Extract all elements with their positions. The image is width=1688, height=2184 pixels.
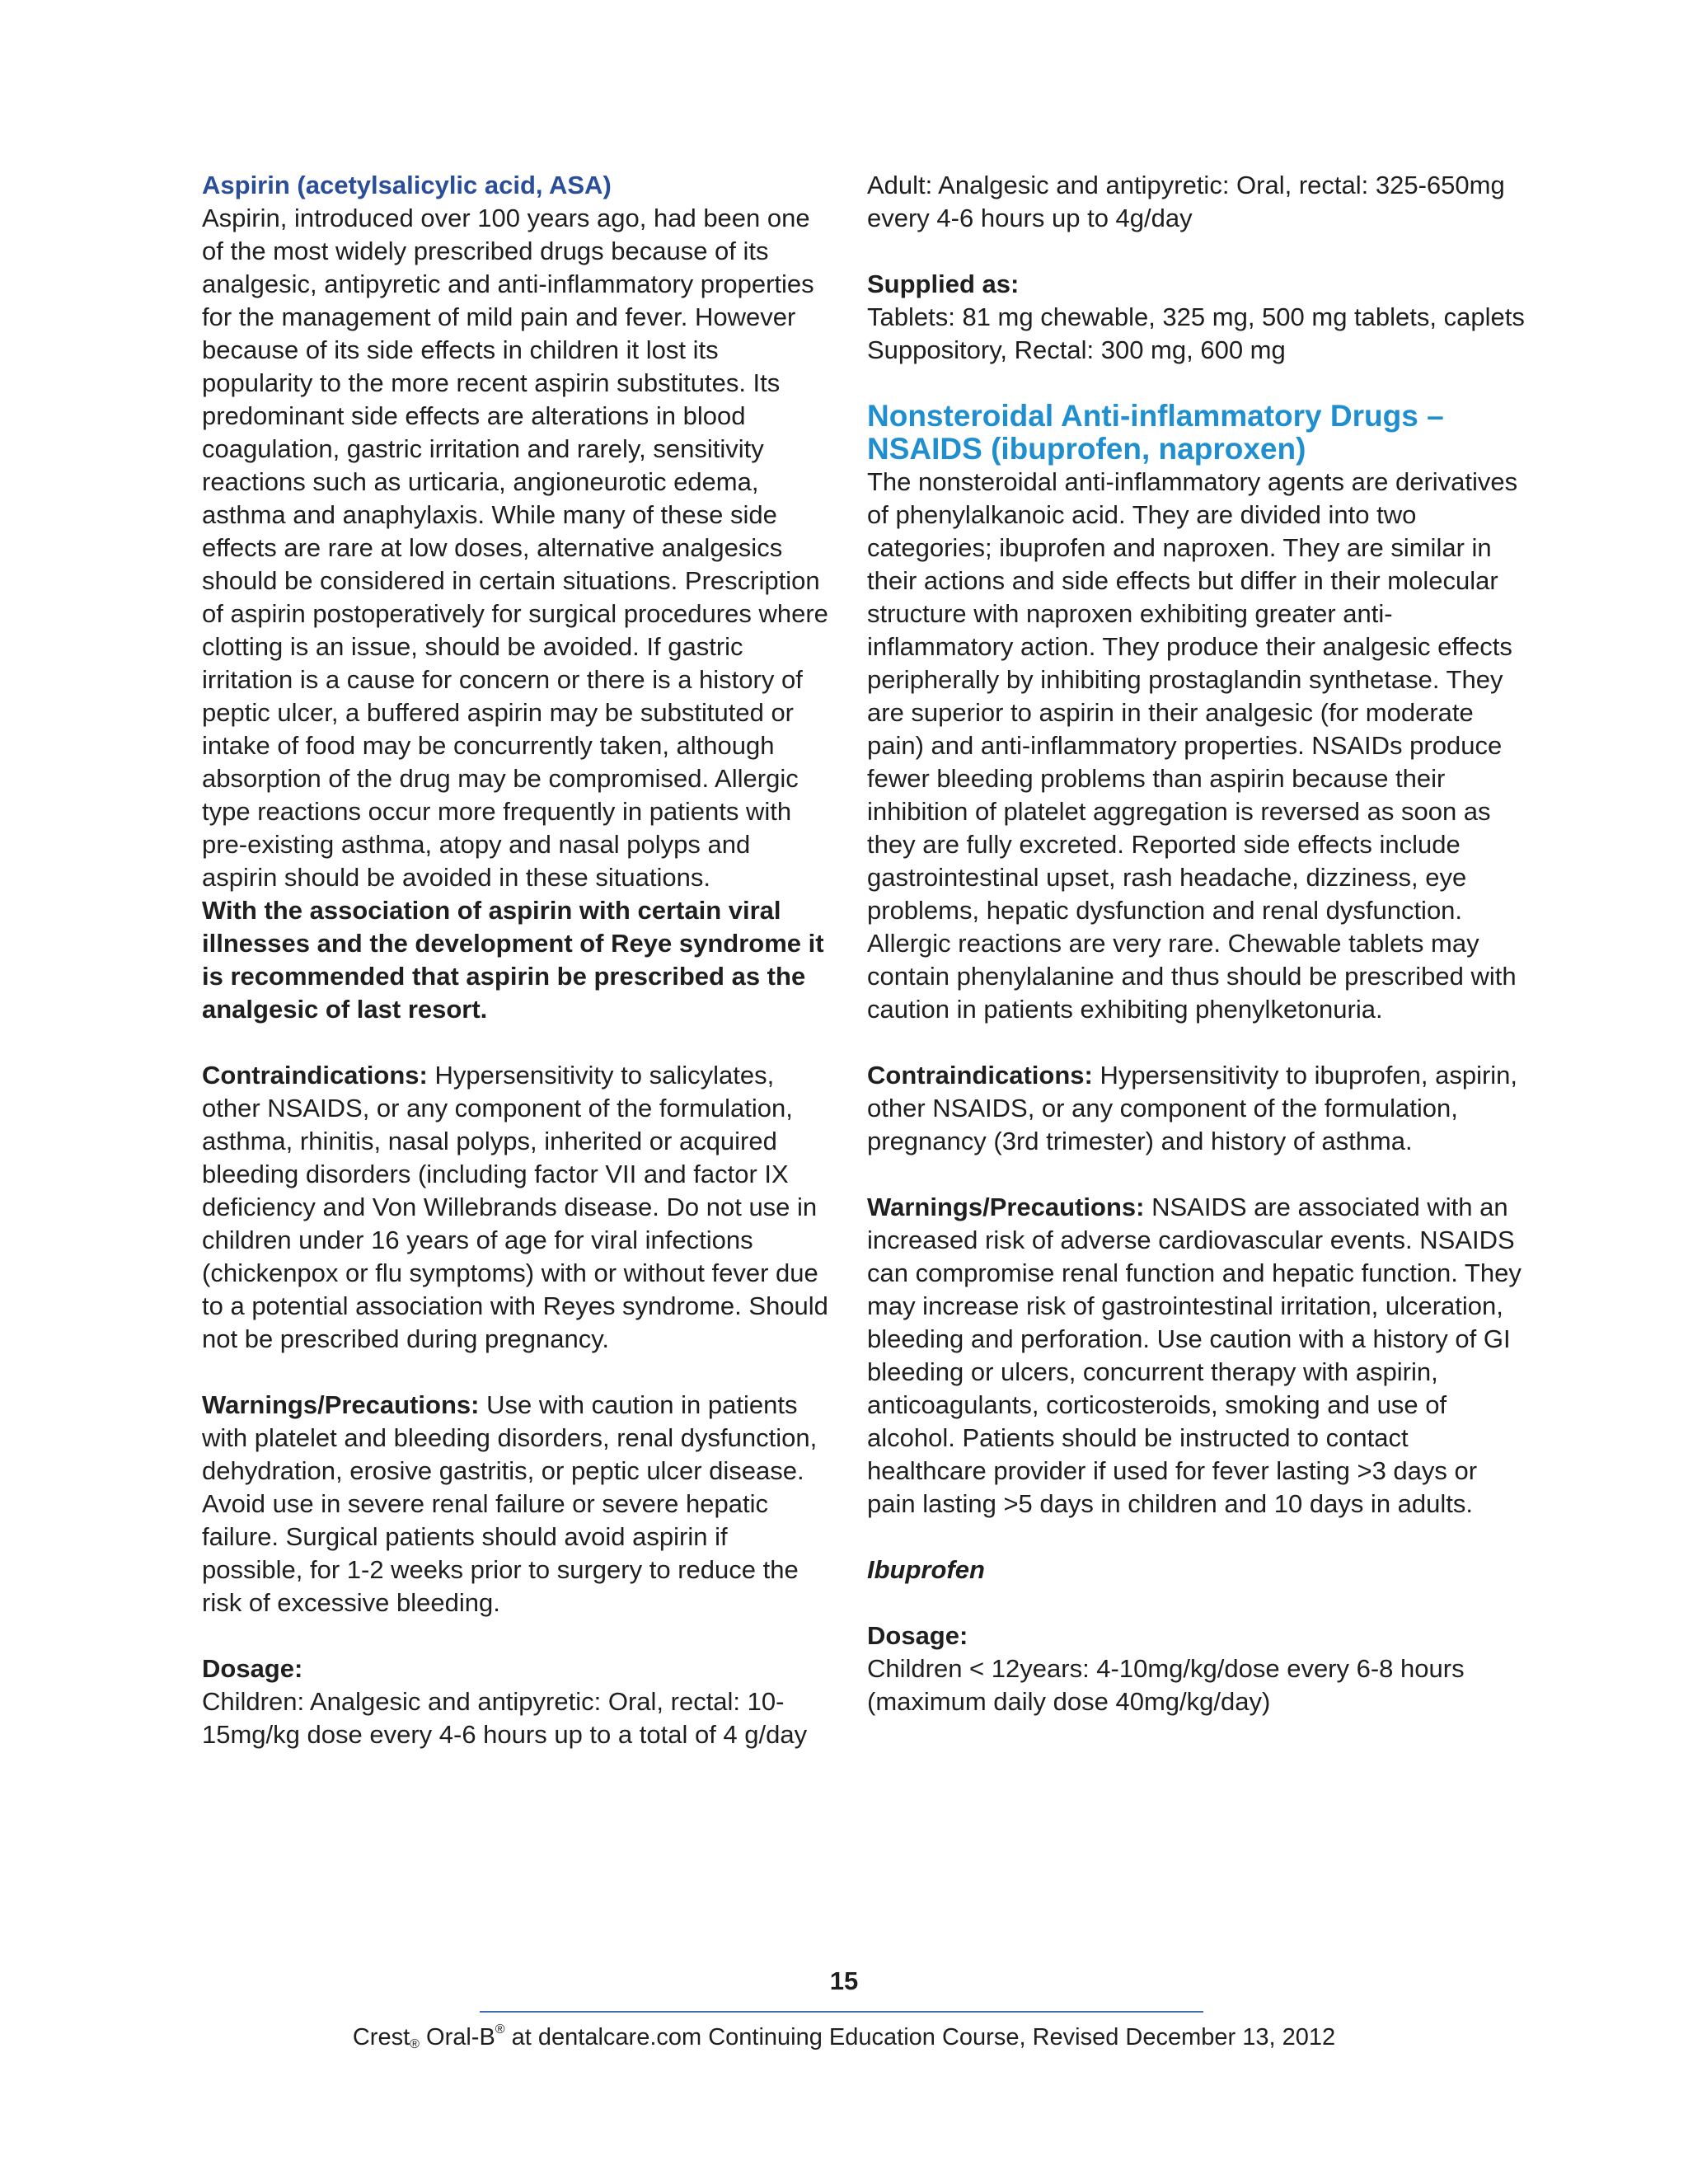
footer-brand-crest: Crest [352, 2024, 410, 2050]
ibuprofen-dosage-children: Children < 12years: 4-10mg/kg/dose every 6-8 hours (maximum daily dose 40mg/kg/day) [867, 1654, 1465, 1716]
nsaids-warnings [867, 1191, 1526, 1521]
page-number: 15 [829, 1966, 859, 1995]
footer-divider [480, 2011, 1203, 2013]
contraindications-text: Hypersensitivity to salicylates, other NSAIDS, or any component of the formulation, asthma, rhinitis, nasal polyps, inherited or acquired bleeding disorders (including factor VII and factor IX deficiency and Von Willebrands disease. Do not use in children under 16 years of age for viral infections (chickenpox or flu symptoms) with or without fever due to a potential association with Reyes syndrome. Should not be prescribed during pregnancy. [202, 1061, 828, 1353]
aspirin-dosage-label: Dosage: [202, 1654, 303, 1683]
footer-brand-oralb: Oral-B [419, 2024, 495, 2050]
supplied-suppository: Suppository, Rectal: 300 mg, 600 mg [867, 335, 1286, 364]
aspirin-reye-warning: With the association of aspirin with certain viral illnesses and the development of Reye syndrome it is recommended that aspirin be prescribed as the analgesic of last resort. [202, 896, 824, 1024]
footer [0, 2022, 1688, 2052]
aspirin-warnings [202, 1389, 832, 1619]
warnings-label: Warnings/Precautions: [202, 1390, 480, 1419]
aspirin-dosage-adult: Adult: Analgesic and antipyretic: Oral, rectal: 325-650mg every 4-6 hours up to 4g/day [867, 171, 1505, 232]
nsaids-contraindications [867, 1059, 1526, 1158]
nsaids-heading: Nonsteroidal Anti-inflammatory Drugs – NSAIDS (ibuprofen, naproxen) [867, 399, 1444, 466]
right-column [867, 169, 1526, 1718]
footer-reg-mark: ® [495, 2022, 505, 2036]
aspirin-dosage-children: Children: Analgesic and antipyretic: Oral, rectal: 10-15mg/kg dose every 4-6 hours up to a total of 4 g/day [202, 1687, 808, 1749]
footer-text: at dentalcare.com Continuing Education Course, Revised December 13, 2012 [504, 2024, 1336, 2050]
aspirin-heading: Aspirin (acetylsalicylic acid, ASA) [202, 171, 612, 199]
left-column [202, 169, 832, 1751]
contraindications-label: Contraindications: [867, 1061, 1093, 1090]
contraindications-label: Contraindications: [202, 1061, 428, 1090]
footer-reg-mark: ® [410, 2037, 420, 2051]
warnings-text: Use with caution in patients with platelet and bleeding disorders, renal dysfunction, dehydration, erosive gastritis, or peptic ulcer disease. Avoid use in severe renal failure or severe hepatic failure. Surgical patients should avoid aspirin if possible, for 1-2 weeks prior to surgery to reduce the risk of excessive bleeding. [202, 1390, 818, 1617]
supplied-label: Supplied as: [867, 269, 1020, 298]
aspirin-contraindications [202, 1059, 832, 1356]
ibuprofen-dosage-label: Dosage: [867, 1621, 968, 1650]
ibuprofen-subheading: Ibuprofen [867, 1555, 985, 1584]
warnings-label: Warnings/Precautions: [867, 1193, 1145, 1221]
supplied-tablets: Tablets: 81 mg chewable, 325 mg, 500 mg tablets, caplets [867, 302, 1525, 331]
warnings-text: NSAIDS are associated with an increased risk of adverse cardiovascular events. NSAIDS can compromise renal function and hepatic function. They may increase risk of gastrointestinal irritation, ulceration, bleeding and perforation. Use caution with a history of GI bleeding or ulcers, concurrent therapy with aspirin, anticoagulants, corticosteroids, smoking and use of alcohol. Patients should be instructed to contact healthcare provider if used for fever lasting >3 days or pain lasting >5 days in children and 10 days in adults. [867, 1193, 1522, 1518]
nsaids-intro-paragraph: The nonsteroidal anti-inflammatory agents are derivatives of phenylalkanoic acid. They are divided into two categories; ibuprofen and naproxen. They are similar in their actions and side effects but differ in their molecular structure with naproxen exhibiting greater anti-inflammatory action. They produce their analgesic effects peripherally by inhibiting prostaglandin synthetase. They are superior to aspirin in their analgesic (for moderate pain) and anti-inflammatory properties. NSAIDs produce fewer bleeding problems than aspirin because their inhibition of platelet aggregation is reversed as soon as they are fully excreted. Reported side effects include gastrointestinal upset, rash headache, dizziness, eye problems, hepatic dysfunction and renal dysfunction. Allergic reactions are very rare. Chewable tablets may contain phenylalanine and thus should be prescribed with caution in patients exhibiting phenylketonuria. [867, 467, 1518, 1024]
aspirin-intro-paragraph: Aspirin, introduced over 100 years ago, had been one of the most widely prescribed drugs because of its analgesic, antipyretic and anti-inflammatory properties for the management of mild pain and fever. However because of its side effects in children it lost its popularity to the more recent aspirin substitutes. Its predominant side effects are alterations in blood coagulation, gastric irritation and rarely, sensitivity reactions such as urticaria, angioneurotic edema, asthma and anaphylaxis. While many of these side effects are rare at low doses, alternative analgesics should be considered in certain situations. Prescription of aspirin postoperatively for surgical procedures where clotting is an issue, should be avoided. If gastric irritation is a cause for concern or there is a history of peptic ulcer, a buffered aspirin may be substituted or intake of food may be concurrently taken, although absorption of the drug may be compromised. Allergic type reactions occur more frequently in patients with pre-existing asthma, atopy and nasal polyps and aspirin should be avoided in these situations. [202, 204, 828, 892]
contraindications-text: Hypersensitivity to ibuprofen, aspirin, other NSAIDS, or any component of the formulation, pregnancy (3rd trimester) and history of asthma. [867, 1061, 1518, 1155]
